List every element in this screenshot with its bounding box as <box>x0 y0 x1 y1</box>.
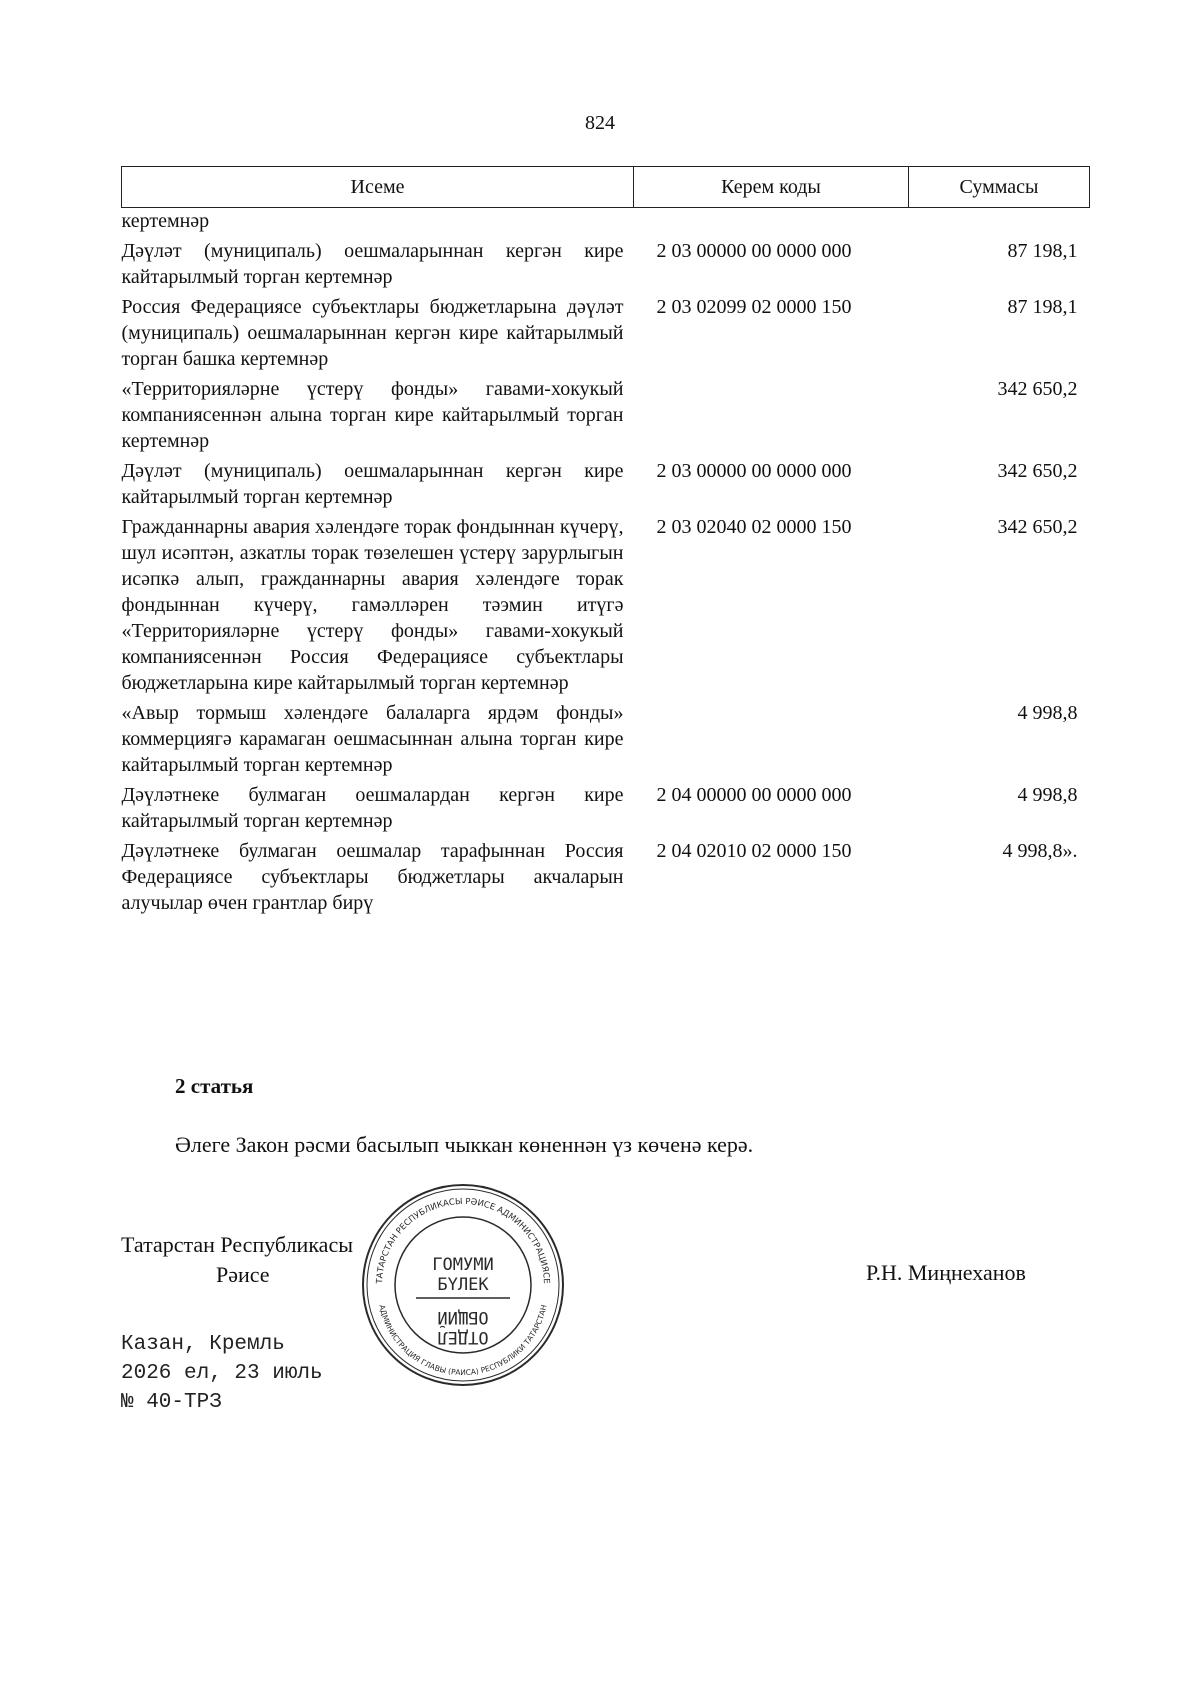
number-line: № 40-ТРЗ <box>121 1391 222 1414</box>
row-code: 2 03 02099 02 0000 150 <box>656 296 852 318</box>
table-row <box>122 514 1090 700</box>
page-number: 824 <box>585 112 615 134</box>
row-name: Дәүләт (муниципаль) оешмаларыннан кергән кире кайтарылмый торган кертемнәр <box>121 240 624 288</box>
row-sum: 4 998,8 <box>1017 784 1078 806</box>
article-title: 2 статья <box>175 1074 254 1098</box>
table-row <box>122 838 1090 916</box>
seal-center-line3: ОТДЕЛ <box>437 1327 489 1347</box>
seal-center-line4: ОБЩИЙ <box>437 1307 489 1327</box>
table-row <box>122 376 1090 458</box>
seal-center-line1: ГОМУМИ <box>432 1255 494 1275</box>
header-name: Исеме <box>122 167 634 208</box>
table-row <box>122 238 1090 294</box>
row-code <box>634 376 909 458</box>
seal-ring-bottom: АДМИНИСТРАЦИЯ ГЛАВЫ (РАИСА) РЕСПУБЛИКИ ТАТАРСТАН <box>377 1303 549 1378</box>
table-header-row <box>122 167 1090 208</box>
row-code: 2 04 00000 00 0000 000 <box>656 784 852 806</box>
row-code <box>634 208 909 239</box>
row-name: Россия Федерациясе субъектлары бюджетларына дәүләт (муниципаль) оешмаларыннан кергән кире кайтарылмый торган башка кертемнәр <box>121 296 624 370</box>
signatory-title-2: Рәисе <box>216 1262 270 1287</box>
row-name: кертемнәр <box>121 210 210 232</box>
header-code: Керем коды <box>634 167 909 208</box>
row-name: Дәүләт (муниципаль) оешмаларыннан кергән кире кайтарылмый торган кертемнәр <box>121 460 624 508</box>
seal-ring-top: ТАТАРСТАН РЕСПУБЛИКАСЫ РӘИСЕ АДМИНИСТРАЦИЯСЕ <box>374 1196 552 1284</box>
row-sum: 4 998,8 <box>1017 702 1078 724</box>
seal-center-line2: БҮЛЕК <box>437 1275 489 1295</box>
row-name: Гражданнарны авария хәлендәге торак фондыннан күчерү, шул исәптән, азкатлы торак төзелешен үстерү зарурлыгын исәпкә алып, гражданнарны авария хәлендәге торак фондыннан күчерү, гамәлләрен тәэмин итүгә «Территорияләрне үстерү фонды» гавами-хокукый компаниясеннән Россия Федерациясе субъектлары бюджетларына кире кайтарылмый торган кертемнәр <box>121 516 624 694</box>
row-code: 2 04 02010 02 0000 150 <box>656 840 852 862</box>
table-row <box>122 458 1090 514</box>
row-name: Дәүләтнеке булмаган оешмалар тарафыннан Россия Федерациясе субъектлары бюджетлары акчаларын алучылар өчен грантлар бирү <box>121 840 624 914</box>
table-row <box>122 700 1090 782</box>
row-sum <box>909 208 1090 239</box>
table-row <box>122 782 1090 838</box>
date-line: 2026 ел, 23 июль <box>121 1362 323 1385</box>
signatory-name: Р.Н. Миңнеханов <box>866 1260 1026 1285</box>
row-sum: 4 998,8». <box>1002 840 1078 862</box>
row-sum: 342 650,2 <box>997 378 1078 400</box>
table-row <box>122 294 1090 376</box>
header-sum: Суммасы <box>909 167 1090 208</box>
row-name: Дәүләтнеке булмаган оешмалардан кергән кире кайтарылмый торган кертемнәр <box>121 784 624 832</box>
row-name: «Территорияләрне үстерү фонды» гавами-хокукый компаниясеннән алына торган кире кайтарылмый торган кертемнәр <box>121 378 624 452</box>
row-code <box>634 700 909 782</box>
row-name: «Авыр тормыш хәлендәге балаларга ярдәм фонды» коммерциягә карамаган оешмасыннан алына торган кире кайтарылмый торган кертемнәр <box>121 702 624 776</box>
row-sum: 342 650,2 <box>997 460 1078 482</box>
budget-table <box>121 166 1090 916</box>
table-row <box>122 208 1090 239</box>
article-text: Әлеге Закон рәсми басылып чыккан көненнән үз көченә керә. <box>175 1132 754 1157</box>
official-seal-icon <box>358 1180 568 1390</box>
row-sum: 87 198,1 <box>1007 240 1078 262</box>
row-sum: 342 650,2 <box>997 516 1078 538</box>
row-sum: 87 198,1 <box>1007 296 1078 318</box>
signatory-title: Татарстан Республикасы <box>121 1232 353 1257</box>
row-code: 2 03 02040 02 0000 150 <box>656 516 852 538</box>
row-code: 2 03 00000 00 0000 000 <box>656 460 852 482</box>
row-code: 2 03 00000 00 0000 000 <box>656 240 852 262</box>
place-date-block <box>121 1330 323 1417</box>
place-line: Казан, Кремль <box>121 1333 285 1356</box>
